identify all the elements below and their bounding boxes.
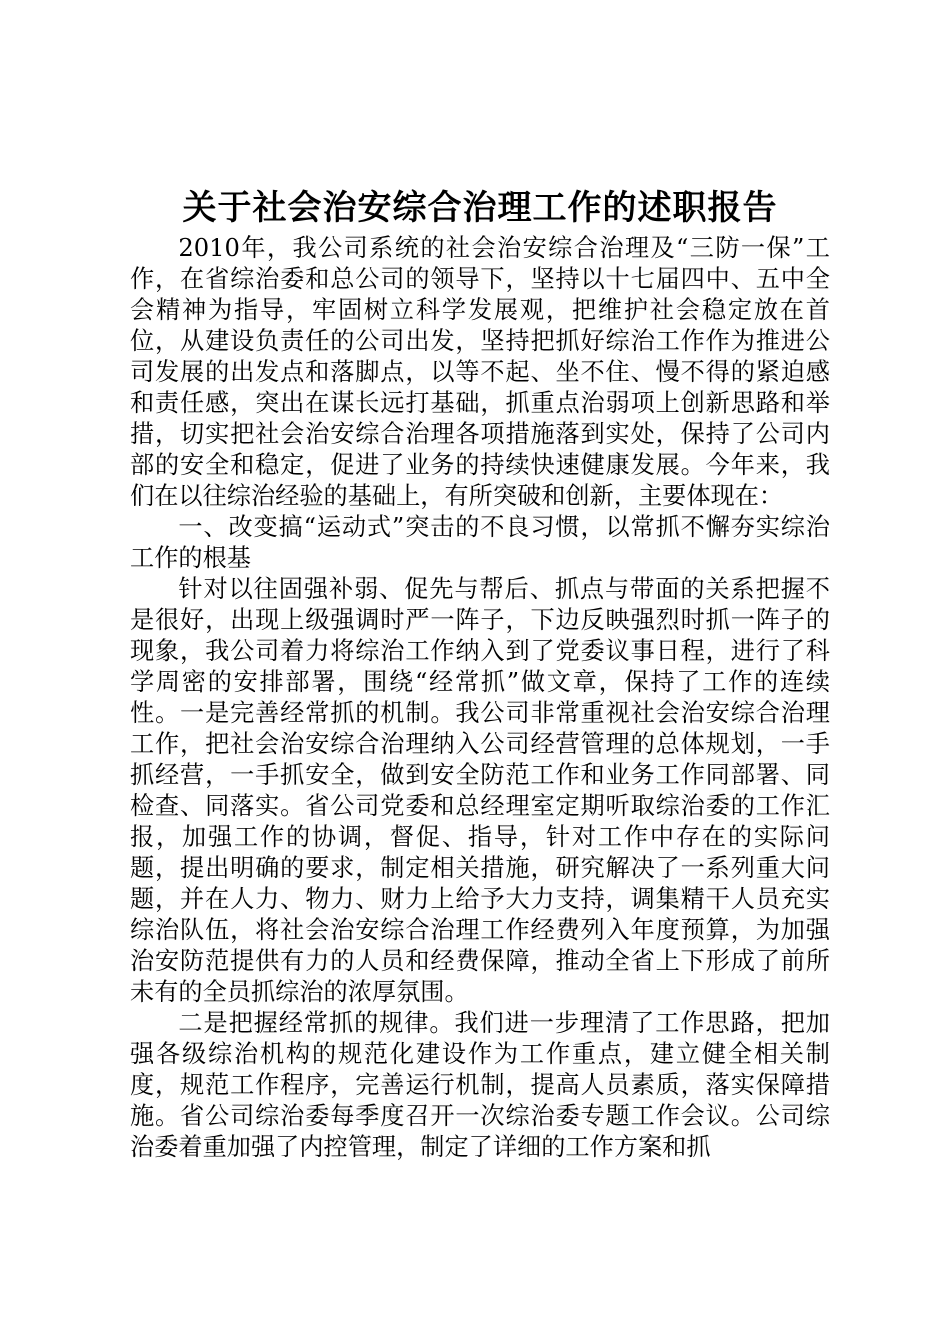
paragraph-intro: 2010年，我公司系统的社会治安综合治理及“三防一保”工作，在省综治委和总公司的领导下，坚持以十七届四中、五中全会精神为指导，牢固树立科学发展观，把维护社会稳定放在首位，从建设负责任的公司出发，坚持把抓好综治工作作为推进公司发展的出发点和落脚点，以等不起、坐不住、慢不得的紧迫感和责任感，突出在谋长远打基础，抓重点治弱项上创新思路和举措，切实把社会治安综合治理各项措施落到实处，保持了公司内部的安全和稳定，促进了业务的持续快速健康发展。今年来，我们在以往综治经验的基础上，有所突破和创新，主要体现在： [130, 234, 830, 510]
section-heading-1: 一、改变搞“运动式”突击的不良习惯，以常抓不懈夯实综治工作的根基 [130, 513, 830, 572]
paragraph-mechanism: 针对以往固强补弱、促先与帮后、抓点与带面的关系把握不是很好，出现上级强调时严一阵子，下边反映强烈时抓一阵子的现象，我公司着力将综治工作纳入到了党委议事日程，进行了科学周密的安排部署，围绕“经常抓”做文章，保持了工作的连续性。一是完善经常抓的机制。我公司非常重视社会治安综合治理工作，把社会治安综合治理纳入公司经营管理的总体规划，一手抓经营，一手抓安全，做到安全防范工作和业务工作同部署、同检查、同落实。省公司党委和总经理室定期听取综治委的工作汇报，加强工作的协调，督促、指导，针对工作中存在的实际问题，提出明确的要求，制定相关措施，研究解决了一系列重大问题，并在人力、物力、财力上给予大力支持，调集精干人员充实综治队伍，将社会治安综合治理工作经费列入年度预算，为加强治安防范提供有力的人员和经费保障，推动全省上下形成了前所未有的全员抓综治的浓厚氛围。 [130, 575, 830, 1006]
document-title: 关于社会治安综合治理工作的述职报告 [182, 188, 778, 228]
paragraph-pattern: 二是把握经常抓的规律。我们进一步理清了工作思路，把加强各级综治机构的规范化建设作为工作重点，建立健全相关制度，规范工作程序，完善运行机制，提高人员素质，落实保障措施。省公司综治委每季度召开一次综治委专题工作会议。公司综治委着重加强了内控管理，制定了详细的工作方案和抓 [130, 1009, 830, 1161]
document-page [130, 185, 830, 1163]
